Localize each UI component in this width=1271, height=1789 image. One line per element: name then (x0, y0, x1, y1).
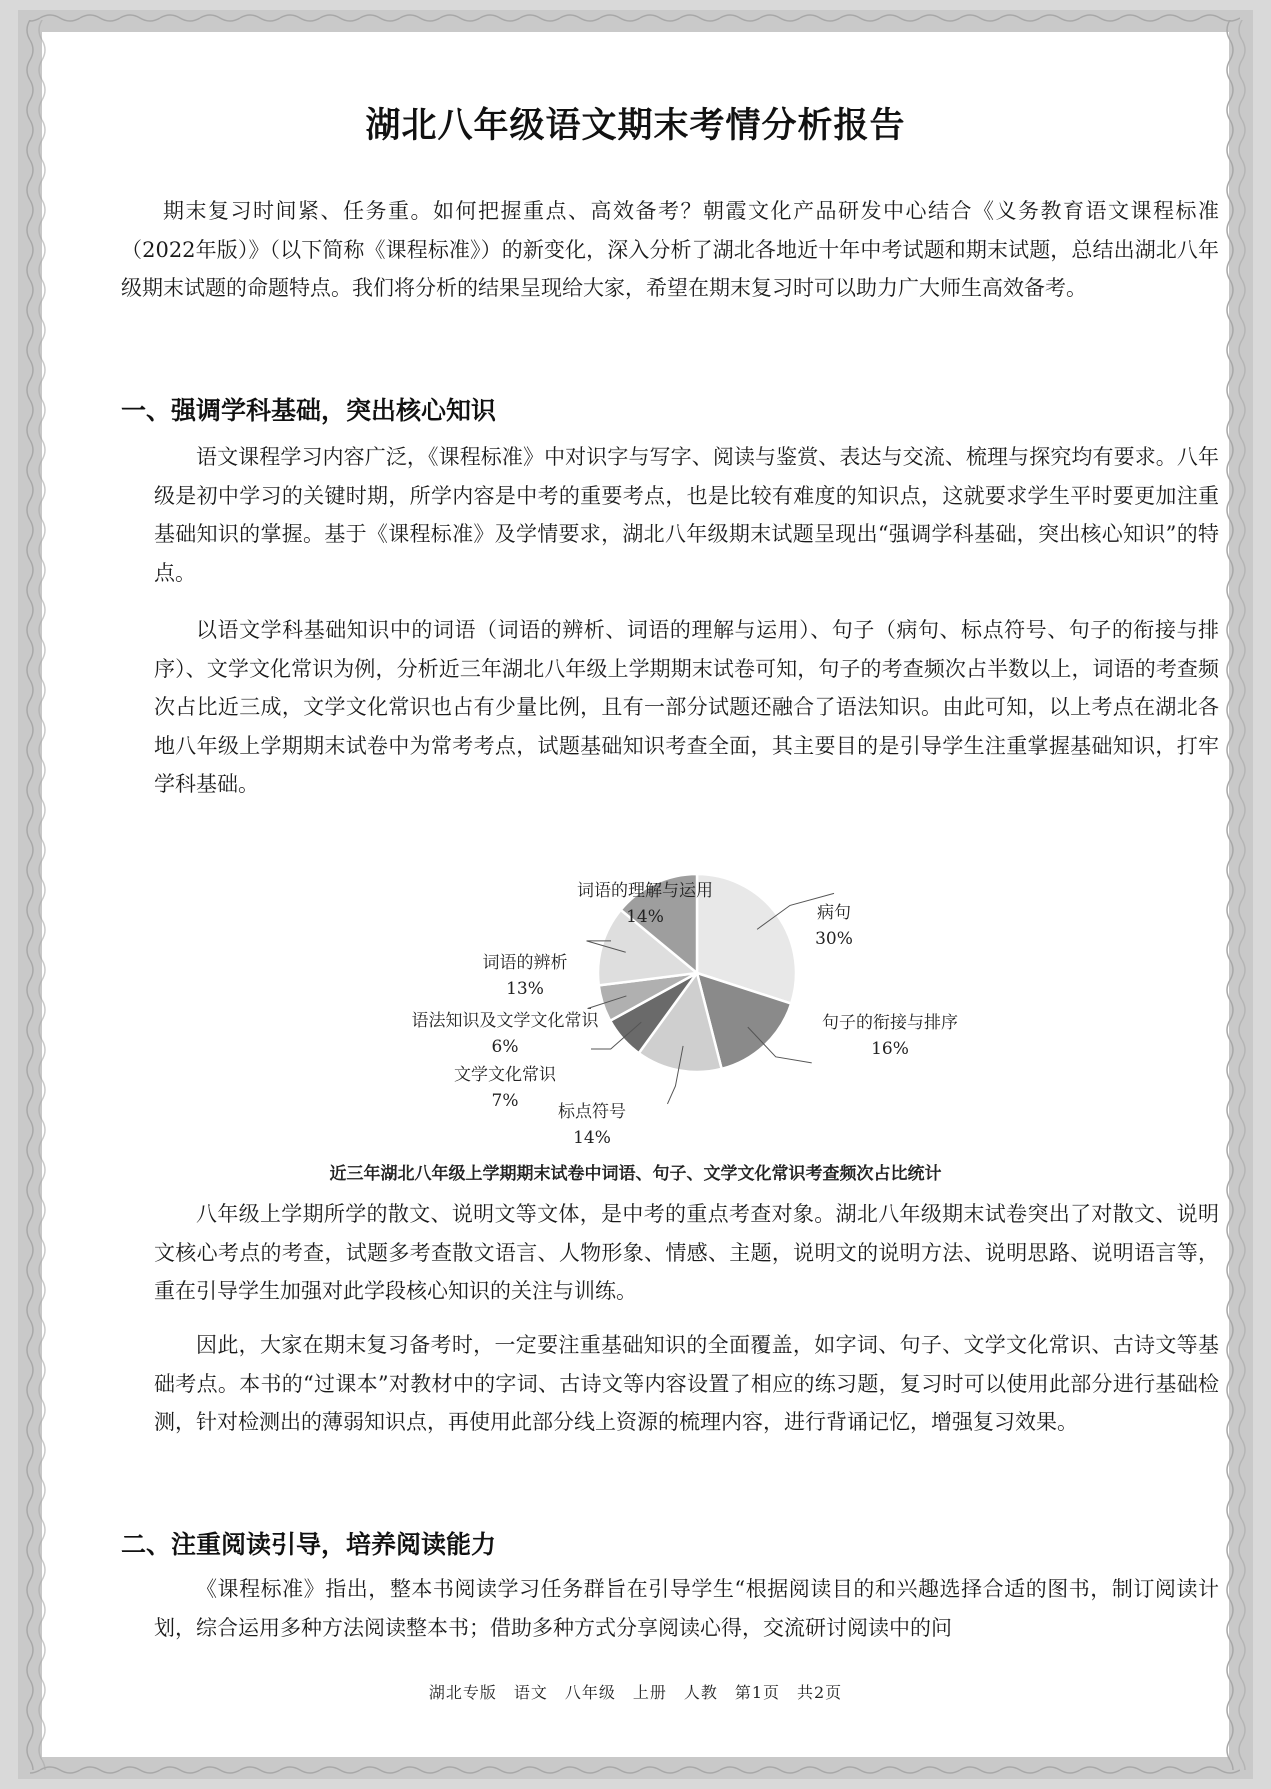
page-title: 湖北八年级语文期末考情分析报告 (365, 106, 906, 146)
pie-percent-6: 13% (506, 979, 544, 999)
section-2-paragraph-1: 《课程标准》指出，整本书阅读学习任务群旨在引导学生“根据阅读目的和兴趣选择合适的图书，制订阅读计划，综合运用多种方法阅读整本书；借助多种方式分享阅读心得，交流研讨阅读中的问 (154, 1577, 1219, 1640)
section-1-paragraph-3: 八年级上学期所学的散文、说明文等文体，是中考的重点考查对象。湖北八年级期末试卷突出了对散文、说明文核心考点的考查，试题多考查散文语言、人物形象、情感、主题，说明文的说明方法、说明思路、说明语言等，重在引导学生加强对此学段核心知识的关注与训练。 (154, 1202, 1219, 1304)
pie-chart (300, 840, 1020, 1160)
pie-label-1: 病句 (817, 903, 851, 923)
pie-label-7: 词语的理解与运用 (577, 881, 713, 901)
section-1-heading: 一、强调学科基础，突出核心知识 (121, 396, 497, 425)
section-1-paragraph-2: 以语文学科基础知识中的词语（词语的辨析、词语的理解与运用）、句子（病句、标点符号、句子的衔接与排序）、文学文化常识为例，分析近三年湖北八年级上学期期末试卷可知，句子的考查频次占半数以上，词语的考查频次占比近三成，文学文化常识也占有少量比例，且有一部分试题还融合了语法知识。由此可知，以上考点在湖北各地八年级上学期期末试卷中为常考考点，试题基础知识考查全面，其主要目的是引导学生注重掌握基础知识，打牢学科基础。 (154, 618, 1219, 797)
pie-label-3: 标点符号 (558, 1102, 626, 1122)
pie-slices (598, 874, 796, 1072)
pie-percent-5: 6% (491, 1037, 519, 1057)
pie-label-5: 语法知识及文学文化常识 (411, 1011, 599, 1031)
pie-percent-4: 7% (491, 1091, 519, 1111)
section-2-heading: 二、注重阅读引导，培养阅读能力 (121, 1530, 497, 1559)
intro-paragraph: 期末复习时间紧、任务重。如何把握重点、高效备考？朝霞文化产品研发中心结合《义务教育语文课程标准（2022年版）》（以下简称《课程标准》）的新变化，深入分析了湖北各地近十年中考试题和期末试题，总结出湖北八年级期末试题的命题特点。我们将分析的结果呈现给大家，希望在期末复习时可以助力广大师生高效备考。 (121, 199, 1219, 301)
section-1-paragraph-4: 因此，大家在期末复习备考时，一定要注重基础知识的全面覆盖，如字词、句子、文学文化常识、古诗文等基础考点。本书的“过课本”对教材中的字词、古诗文等内容设置了相应的练习题，复习时可以使用此部分进行基础检测，针对检测出的薄弱知识点，再使用此部分线上资源的梳理内容，进行背诵记忆，增强复习效果。 (154, 1333, 1219, 1435)
pie-percent-1: 30% (815, 929, 853, 949)
pie-percent-3: 14% (573, 1128, 611, 1148)
section-1-paragraph-1: 语文课程学习内容广泛，《课程标准》中对识字与写字、阅读与鉴赏、表达与交流、梳理与探究均有要求。八年级是初中学习的关键时期，所学内容是中考的重要考点，也是比较有难度的知识点，这就要求学生平时要更加注重基础知识的掌握。基于《课程标准》及学情要求，湖北八年级期末试题呈现出“强调学科基础，突出核心知识”的特点。 (154, 445, 1219, 585)
pie-label-4: 文学文化常识 (454, 1065, 556, 1085)
page-footer: 湖北专版 语文 八年级 上册 人教 第1页 共2页 (428, 1683, 843, 1702)
chart-caption: 近三年湖北八年级上学期期末试卷中词语、句子、文学文化常识考查频次占比统计 (329, 1164, 942, 1184)
pie-percent-2: 16% (871, 1039, 909, 1059)
pie-label-2: 句子的衔接与排序 (822, 1013, 958, 1033)
pie-label-6: 词语的辨析 (482, 953, 568, 973)
pie-percent-7: 14% (626, 907, 664, 927)
